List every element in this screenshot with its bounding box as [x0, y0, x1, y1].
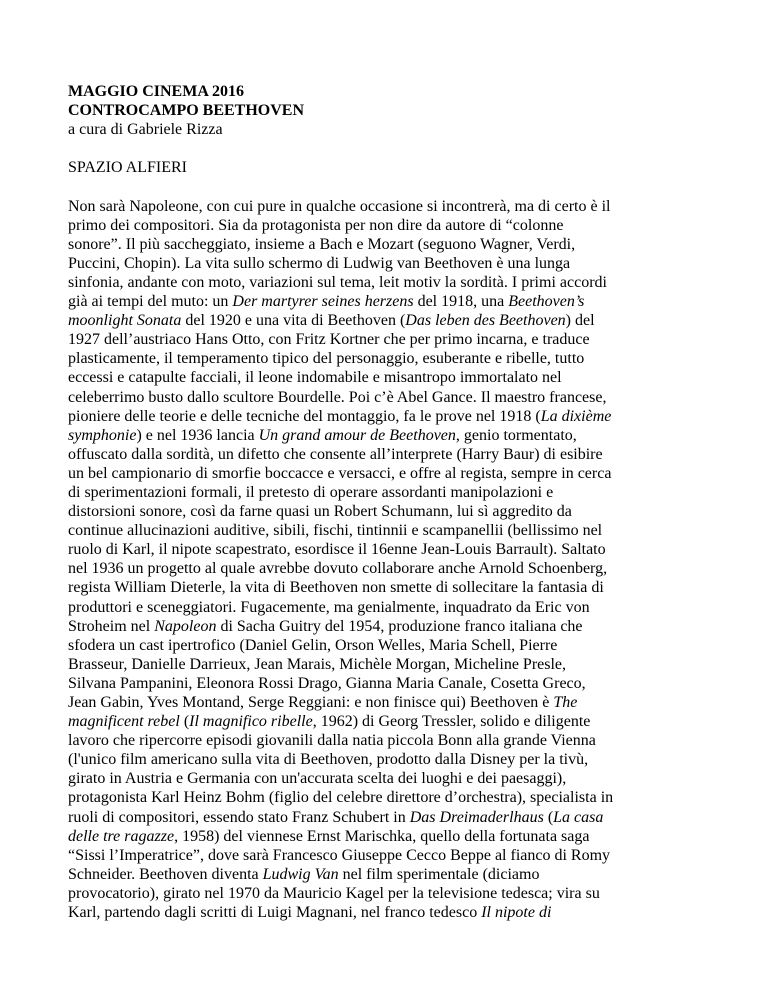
text-segment: , genio tormentato, [455, 426, 577, 444]
text-segment: di Sacha Guitry del 1954, produzione franco italiana che [216, 617, 583, 635]
text-segment: Non sarà Napoleone, con cui pure in qualche occasione si incontrerà, ma di certo è il [68, 197, 611, 215]
italic-text-segment: The [553, 694, 578, 711]
text-segment: Puccini, Chopin). La vita sullo schermo di Ludwig van Beethoven è una lunga [68, 254, 571, 272]
paragraph-line [68, 769, 718, 788]
paragraph-line [68, 254, 718, 273]
text-segment: sonore”. Il più saccheggiato, insieme a Bach e Mozart (seguono Wagner, Verdi, [68, 235, 576, 253]
paragraph-line [68, 388, 718, 407]
text-segment: Jean Gabin, Yves Montand, Serge Reggiani: e non finisce qui) Beethoven è [68, 694, 554, 711]
text-segment: sinfonia, andante con moto, variazioni sul tema, leit motiv la sordità. I primi accordi [68, 273, 607, 291]
italic-text-segment: moonlight Sonata [68, 312, 182, 330]
paragraph-line [68, 464, 718, 483]
paragraph-line [68, 426, 718, 445]
italic-text-segment: Das Dreimaderlhaus [409, 808, 544, 826]
paragraph-line [68, 292, 718, 311]
paragraph-line [68, 808, 718, 827]
paragraph-line [68, 235, 718, 254]
paragraph-line [68, 559, 718, 578]
text-segment: Schneider. Beethoven diventa [68, 865, 263, 883]
spacer-line [68, 177, 718, 196]
paragraph-line [68, 693, 718, 712]
text-segment: Karl, partendo dagli scritti di Luigi Magnani, nel franco tedesco [68, 904, 482, 922]
italic-text-segment: Il nipote di [481, 904, 552, 922]
paragraph-line [68, 521, 718, 540]
text-segment: Brasseur, Danielle Darrieux, Jean Marais, Michèle Morgan, Micheline Presle, [68, 655, 567, 673]
paragraph-line [68, 349, 718, 368]
text-segment: ( [543, 808, 554, 826]
italic-text-segment: La casa [553, 808, 604, 826]
title-line-1: MAGGIO CINEMA 2016 [68, 83, 244, 100]
text-segment: 1927 dell’austriaco Hans Otto, con Fritz Kortner che per primo incarna, e traduce [68, 331, 590, 349]
text-segment: sfodera un cast ipertrofico (Daniel Gelin, Orson Welles, Maria Schell, Pierre [68, 636, 558, 654]
text-segment: offuscato dalla sordità, un difetto che consente all’interprete (Harry Baur) di esibire [68, 445, 603, 463]
paragraph-line [68, 655, 718, 674]
paragraph-line [68, 330, 718, 349]
text-segment: eccessi e catapulte facciali, il leone indomabile e misantropo immortalato nel [68, 369, 562, 387]
text-segment: ) e nel 1936 lancia [136, 426, 259, 444]
title-line-2: CONTROCAMPO BEETHOVEN [68, 102, 305, 120]
italic-text-segment: Il magnifico ribelle [189, 713, 313, 731]
text-segment: lavoro che ripercorre episodi giovanili dalla natia piccola Bonn alla grande Vienna [68, 732, 596, 750]
paragraph-line [68, 903, 718, 922]
paragraph-line [68, 502, 718, 521]
text-segment: girato in Austria e Germania con un'accurata scelta dei luoghi e dei paesaggi), [68, 770, 567, 788]
paragraph-line [68, 197, 718, 216]
text-segment: distorsioni sonore, così da farne quasi un Robert Schumann, lui sì aggredito da [68, 503, 572, 521]
paragraph-line [68, 884, 718, 903]
text-segment: (l'unico film americano sulla vita di Beethoven, prodotto dalla Disney per la tivù, [68, 751, 589, 769]
text-segment: nel 1936 un progetto al quale avrebbe dovuto collaborare anche Arnold Schoenberg, [68, 560, 608, 578]
paragraph-line [68, 540, 718, 559]
text-segment: Stroheim nel [68, 617, 155, 635]
byline: a cura di Gabriele Rizza [68, 121, 223, 139]
text-segment: pioniere delle teorie e delle tecniche del montaggio, fa le prove nel 1918 ( [68, 407, 541, 425]
italic-text-segment: Der martyrer seines herzens [232, 293, 414, 311]
paragraph-line [68, 712, 718, 731]
text-segment: già ai tempi del muto: un [68, 293, 233, 311]
spacer-line [68, 139, 718, 158]
paragraph-line [68, 598, 718, 617]
paragraph-line [68, 407, 718, 426]
italic-text-segment: Ludwig Van [262, 865, 339, 883]
paragraph-line [68, 483, 718, 502]
text-segment: ruolo di Karl, il nipote scapestrato, esordisce il 16enne Jean-Louis Barrault). Saltato [68, 541, 606, 559]
text-segment: , 1962) di Georg Tressler, solido e diligente [312, 713, 591, 731]
paragraph-line [68, 445, 718, 464]
paragraph-line [68, 750, 718, 769]
paragraph-line [68, 636, 718, 655]
italic-text-segment: magnificent rebel [68, 713, 180, 731]
text-segment: ruoli di compositori, essendo stato Franz Schubert in [68, 808, 410, 826]
italic-text-segment: Beethoven’s [508, 293, 585, 311]
text-segment: nel film sperimentale (diciamo [338, 865, 540, 883]
text-segment: un bel campionario di smorfie boccacce e versacci, e offre al regista, sempre in cerca [68, 464, 612, 482]
text-segment: del 1920 e una vita di Beethoven ( [181, 312, 406, 330]
text-segment: protagonista Karl Heinz Bohm (figlio del celebre direttore d’orchestra), specialista in [68, 789, 614, 807]
paragraph-line [68, 674, 718, 693]
italic-text-segment: La dixième [540, 407, 612, 425]
italic-text-segment: delle tre ragazze [68, 827, 175, 845]
paragraph-line [68, 311, 718, 330]
text-segment: regista William Dieterle, la vita di Beethoven non smette di sollecitare la fantasia di [68, 579, 604, 597]
text-segment: Silvana Pampanini, Eleonora Rossi Drago, Gianna Maria Canale, Cosetta Greco, [68, 674, 586, 692]
body-paragraph [68, 197, 718, 923]
italic-text-segment: symphonie [68, 426, 137, 444]
paragraph-line [68, 617, 718, 636]
document-page [68, 82, 718, 922]
paragraph-line [68, 865, 718, 884]
text-segment: provocatorio), girato nel 1970 da Mauricio Kagel per la televisione tedesca; vira su [68, 884, 600, 902]
paragraph-line [68, 731, 718, 750]
text-segment: di sperimentazioni formali, il pretesto di operare assordanti manipolazioni e [68, 483, 554, 501]
paragraph-line [68, 846, 718, 865]
paragraph-line [68, 273, 718, 292]
text-segment: plasticamente, il temperamento tipico del personaggio, esuberante e ribelle, tutto [68, 350, 585, 368]
text-segment: , 1958) del viennese Ernst Marischka, quello della fortunata saga [174, 827, 590, 845]
text-segment: “Sissi l’Imperatrice”, dove sarà Francesco Giuseppe Cecco Beppe al fianco di Romy [68, 846, 611, 864]
text-segment: celeberrimo busto dallo scultore Bourdelle. Poi c’è Abel Gance. Il maestro francese, [68, 388, 607, 406]
paragraph-line [68, 788, 718, 807]
text-segment: primo dei compositori. Sia da protagonista per non dire da autore di “colonne [68, 216, 564, 234]
paragraph-line [68, 578, 718, 597]
italic-text-segment: Das leben des Beethoven [405, 312, 566, 330]
text-segment: del 1918, una [413, 293, 509, 311]
paragraph-line [68, 368, 718, 387]
text-segment: ) del [565, 312, 595, 330]
italic-text-segment: Un grand amour de Beethoven [258, 426, 456, 444]
paragraph-line [68, 827, 718, 846]
text-segment: continue allucinazioni auditive, sibili, fischi, tintinnii e scampanellii (bellissimo nel [68, 522, 603, 540]
italic-text-segment: Napoleon [154, 617, 217, 635]
paragraph-line [68, 216, 718, 235]
venue-title: SPAZIO ALFIERI [68, 159, 187, 177]
text-segment: ( [179, 713, 190, 731]
text-segment: produttori e sceneggiatori. Fugacemente, ma genialmente, inquadrato da Eric von [68, 598, 590, 616]
